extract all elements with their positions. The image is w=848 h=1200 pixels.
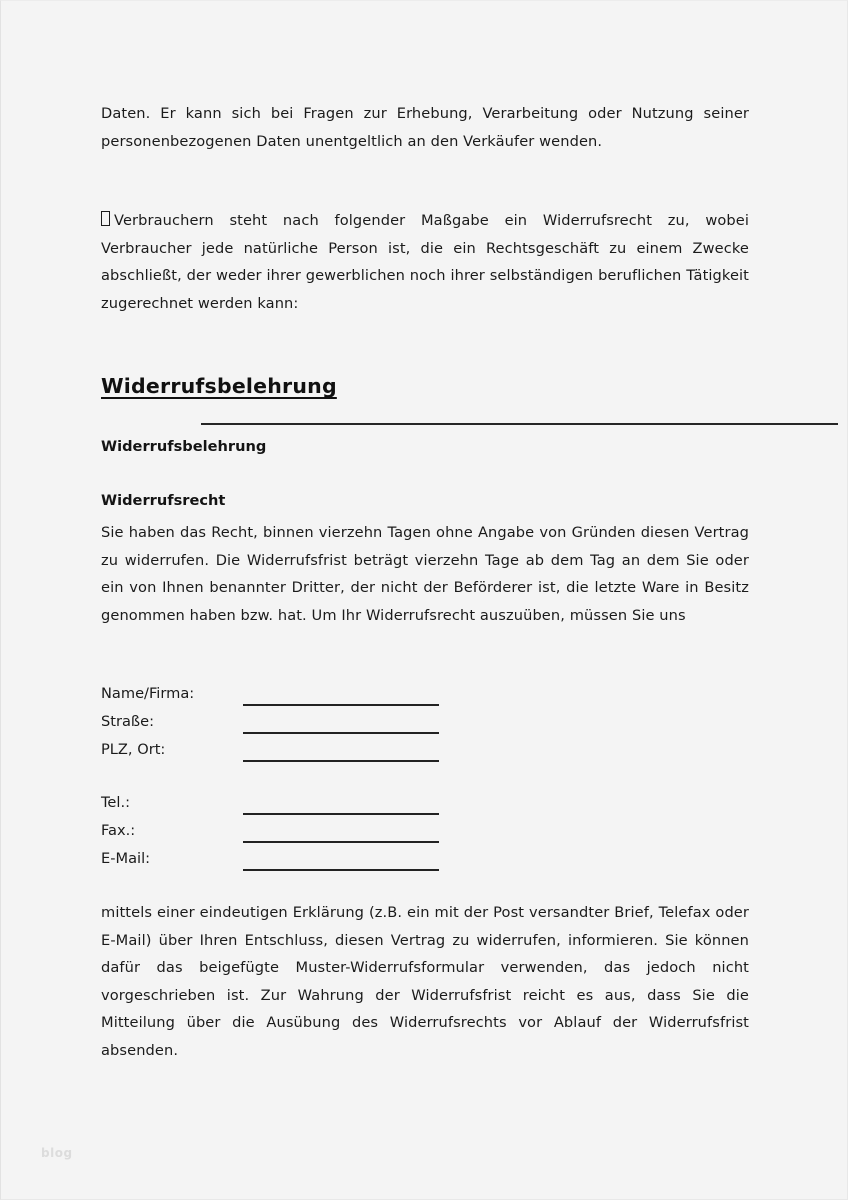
form-label-email: E-Mail: bbox=[101, 850, 151, 867]
form-blank-plz-ort[interactable] bbox=[243, 760, 439, 762]
paragraph-intro: Daten. Er kann sich bei Fragen zur Erhebung, Verarbeitung oder Nutzung seiner personenbezogenen Daten unentgeltlich an den Verkäufer wenden. bbox=[101, 105, 749, 150]
form-row-tel bbox=[101, 792, 501, 820]
form-label-plz-ort: PLZ, Ort: bbox=[101, 741, 166, 758]
form-row-strasse bbox=[101, 711, 501, 739]
horizontal-divider bbox=[201, 423, 838, 425]
form-row-fax bbox=[101, 820, 501, 848]
form-blank-tel[interactable] bbox=[243, 813, 439, 815]
page-title: Widerrufsbelehrung bbox=[101, 374, 337, 398]
form-row-name-firma bbox=[101, 683, 501, 711]
form-blank-strasse[interactable] bbox=[243, 732, 439, 734]
form-label-fax: Fax.: bbox=[101, 822, 136, 839]
form-blank-name-firma[interactable] bbox=[243, 704, 439, 706]
contact-form-group bbox=[101, 792, 501, 876]
missing-glyph-icon bbox=[101, 211, 110, 226]
form-row-plz-ort bbox=[101, 739, 501, 767]
paragraph-closing: mittels einer eindeutigen Erklärung (z.B. ein mit der Post versandter Brief, Telefax oder E-Mail) über Ihren Entschluss, diesen Vertrag zu widerrufen, informieren. Sie können dafür das beigefügte Muster-Widerrufsformular verwenden, das jedoch nicht vorgeschrieben ist. Zur Wahrung der Widerrufsfrist reicht es aus, dass Sie die Mitteilung über die Ausübung des Widerrufsrechts vor Ablauf der Widerrufsfrist absenden. bbox=[101, 904, 749, 1059]
subheading-widerrufsbelehrung: Widerrufsbelehrung bbox=[101, 438, 267, 455]
form-label-strasse: Straße: bbox=[101, 713, 155, 730]
paragraph-consumer-notice bbox=[101, 207, 749, 317]
form-blank-fax[interactable] bbox=[243, 841, 439, 843]
watermark-blog: blog bbox=[41, 1146, 73, 1160]
paragraph-consumer-notice-text: Verbrauchern steht nach folgender Maßgabe ein Widerrufsrecht zu, wobei Verbraucher jede natürliche Person ist, die ein Rechtsgeschäft zu einem Zwecke abschließt, der weder ihrer gewerblichen noch ihrer selbständigen beruflichen Tätigkeit zugerechnet werden kann: bbox=[101, 212, 749, 312]
form-label-tel: Tel.: bbox=[101, 794, 131, 811]
form-blank-email[interactable] bbox=[243, 869, 439, 871]
section-heading-widerrufsrecht: Widerrufsrecht bbox=[101, 492, 226, 509]
address-form-group bbox=[101, 683, 501, 767]
form-row-email bbox=[101, 848, 501, 876]
form-label-name-firma: Name/Firma: bbox=[101, 685, 195, 702]
paragraph-revocation-body: Sie haben das Recht, binnen vierzehn Tagen ohne Angabe von Gründen diesen Vertrag zu widerrufen. Die Widerrufsfrist beträgt vierzehn Tage ab dem Tag an dem Sie oder ein von Ihnen benannter Dritter, der nicht der Beförderer ist, die letzte Ware in Besitz genommen haben bzw. hat. Um Ihr Widerrufsrecht auszuüben, müssen Sie uns bbox=[101, 524, 749, 624]
